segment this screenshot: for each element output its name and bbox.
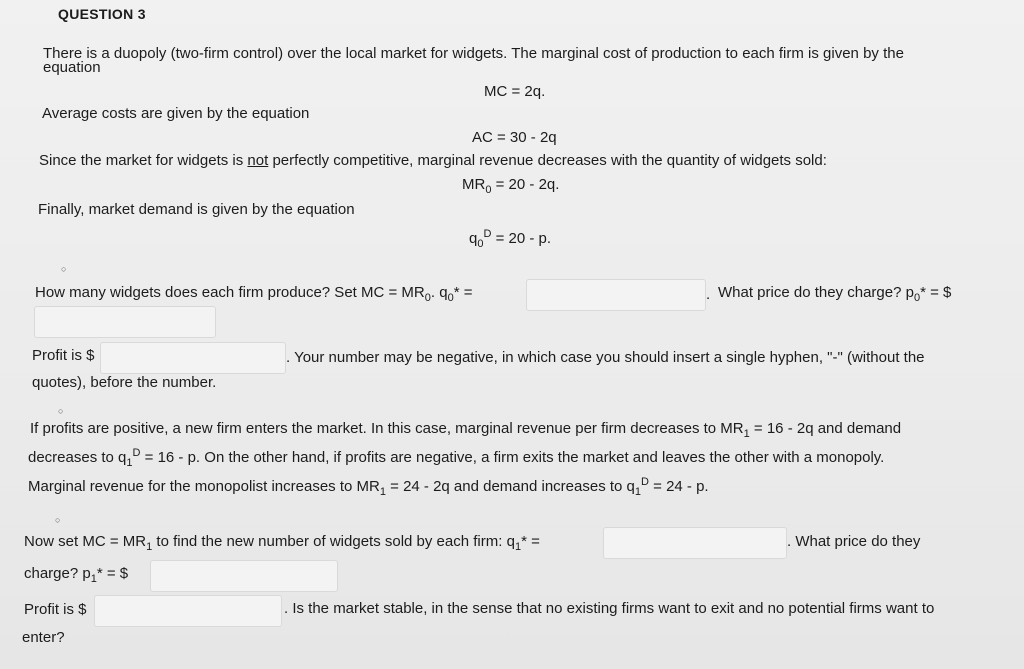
part2-line-2: decreases to $q_1^D = 16 - p$. On the other hand, if profits are negative, a firm exits the market and leaves the other with a monopoly. — [28, 447, 885, 469]
average-cost-text: Average costs are given by the equation — [42, 105, 310, 122]
part1-note-line-1: . Your number may be negative, in which case you should insert a single hyphen, "-" (without the — [286, 349, 925, 366]
p0-answer-input[interactable] — [34, 306, 216, 338]
bullet-icon: ○ — [61, 264, 67, 274]
part2-line-3: Marginal revenue for the monopolist increases to $MR_1 = 24 - 2q$ and demand increases to $q_1^D = 24 - p$. — [28, 476, 709, 498]
part3-stable-line-1: . Is the market stable, in the sense that no existing firms want to exit and no potential firms want to — [284, 600, 935, 617]
profit0-answer-input[interactable] — [100, 342, 286, 374]
part1-profit-label: Profit is $ — [32, 347, 95, 364]
part3-price-line-2: charge? $p_1*$ = $ — [24, 565, 129, 585]
bullet-icon: ○ — [55, 515, 61, 525]
part3-stable-line-2: enter? — [22, 629, 65, 646]
q0-demand-equation: $q_0^D = 20 - p$. — [469, 228, 552, 250]
not-underlined: not — [247, 152, 269, 169]
part1-question: How many widgets does each firm produce? Set MC = $MR_0$. $q_0*$ = — [35, 284, 473, 304]
part3-price-line-1: . What price do they — [787, 533, 921, 550]
intro-line-2: equation — [43, 59, 101, 76]
profit1-answer-input[interactable] — [94, 595, 282, 627]
market-text: Since the market for widgets is not perfectly competitive, marginal revenue decreases with the quantity of widgets sold: — [39, 152, 827, 169]
bullet-icon: ○ — [58, 406, 64, 416]
part1-price-question: What price do they charge? $p_0*$ = $ — [718, 284, 952, 304]
mc-equation: MC = 2q. — [484, 83, 546, 100]
q0-answer-input[interactable] — [526, 279, 706, 311]
demand-text: Finally, market demand is given by the equation — [38, 201, 355, 218]
p1-answer-input[interactable] — [150, 560, 338, 592]
part1-price-dot: . — [706, 286, 711, 303]
intro-line-1: There is a duopoly (two-firm control) over the local market for widgets. The marginal cost of production to each firm is given by the — [43, 45, 904, 62]
part1-note-line-2: quotes), before the number. — [32, 374, 217, 391]
part3-profit-label: Profit is $ — [24, 601, 87, 618]
question-heading: QUESTION 3 — [58, 6, 146, 22]
part3-question: Now set MC = $MR_1$ to find the new number of widgets sold by each firm: $q_1*$ = — [24, 533, 540, 553]
q1-answer-input[interactable] — [603, 527, 787, 559]
part2-line-1: If profits are positive, a new firm enters the market. In this case, marginal revenue per firm decreases to $MR_1 = 16 - 2q$ and demand — [30, 420, 902, 440]
ac-equation: AC = 30 - 2q — [472, 129, 557, 146]
mr0-equation: $MR_0 = 20 - 2q$. — [462, 176, 560, 196]
